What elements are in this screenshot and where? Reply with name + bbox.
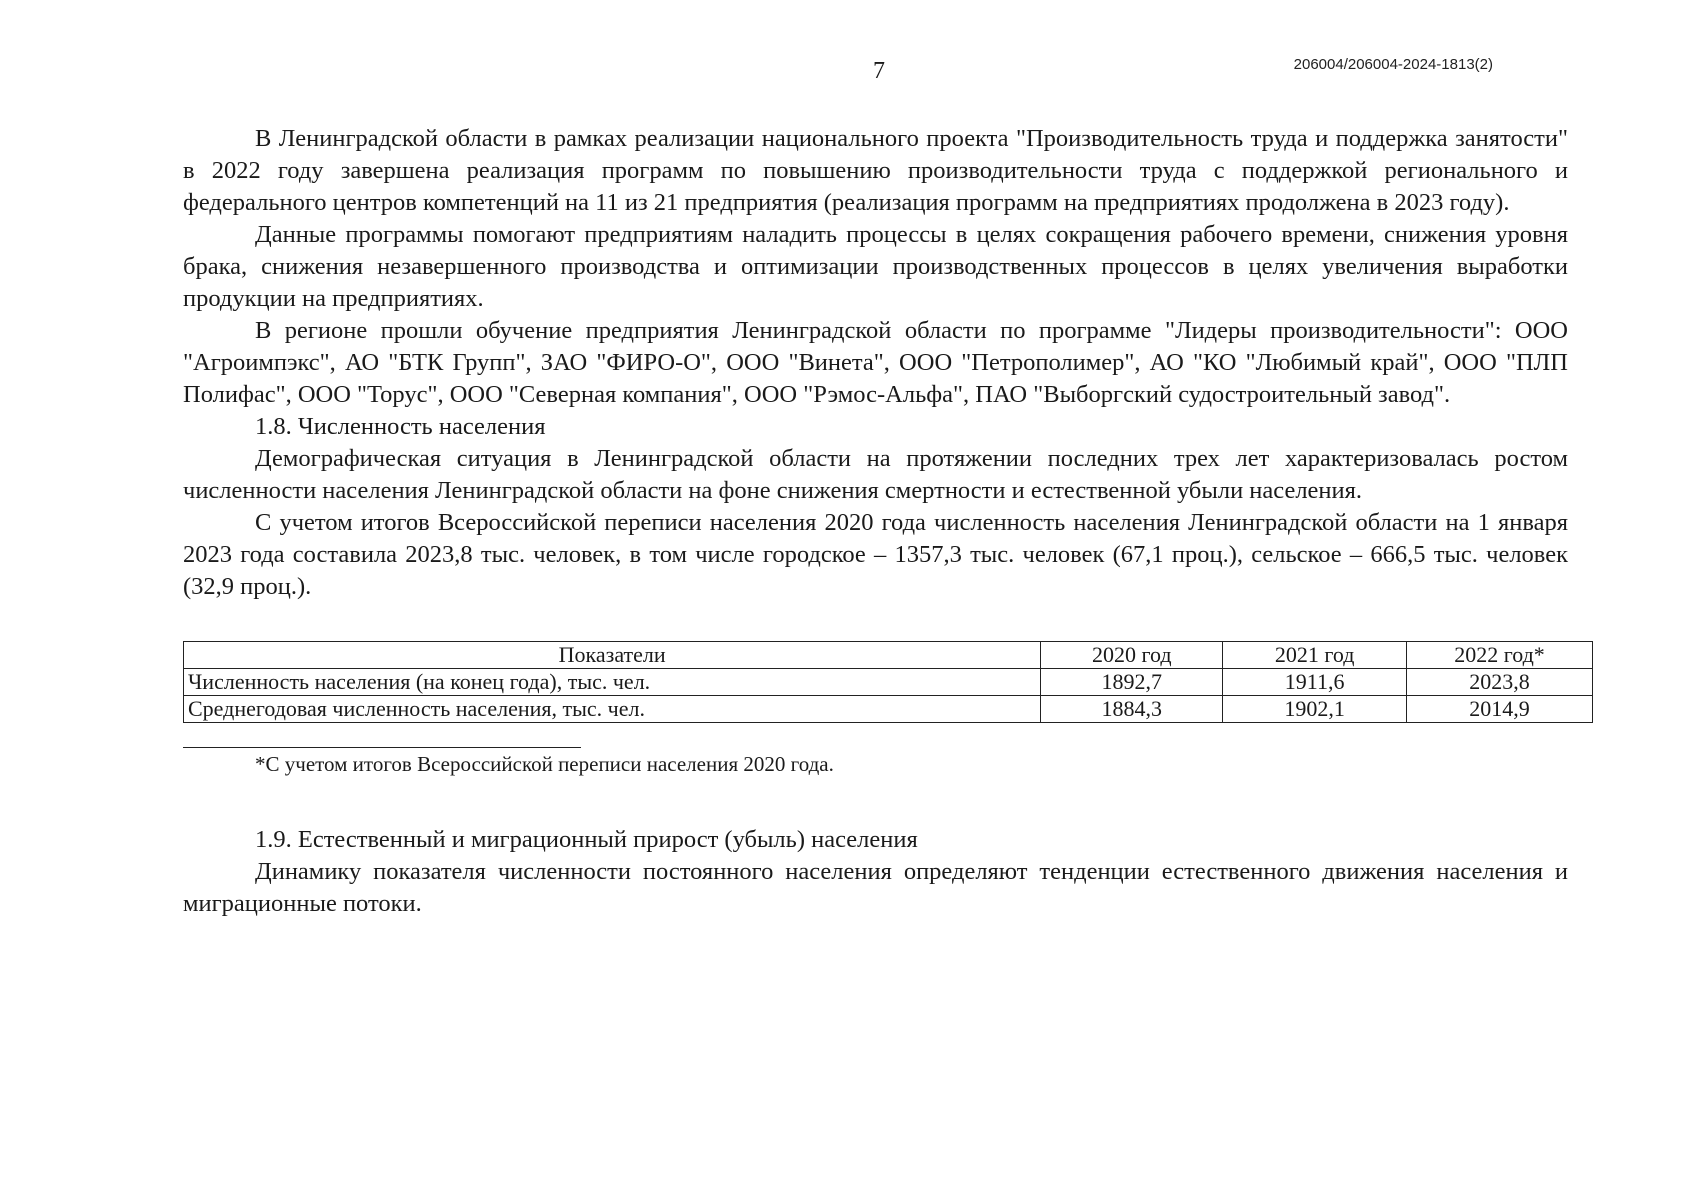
table-header-2020: 2020 год (1041, 642, 1223, 669)
table-cell-value: 1892,7 (1041, 669, 1223, 696)
table-cell-value: 1902,1 (1223, 696, 1407, 723)
document-id: 206004/206004-2024-1813(2) (1293, 56, 1493, 73)
paragraph-program-benefits: Данные программы помогают предприятиям наладить процессы в целях сокращения рабочего времени, снижения уровня брака, снижения незавершенного производства и оптимизации производственных процессов в целях увеличения выработки продукции на предприятиях. (183, 221, 1568, 312)
table-cell-indicator: Численность населения (на конец года), тыс. чел. (184, 669, 1041, 696)
table-cell-value: 1911,6 (1223, 669, 1407, 696)
table-cell-value: 2023,8 (1407, 669, 1593, 696)
table-row (184, 669, 1593, 696)
page-number: 7 (873, 58, 885, 84)
table-header-indicators: Показатели (184, 642, 1041, 669)
paragraph-productivity-project: В Ленинградской области в рамках реализации национального проекта "Производительность труда и поддержка занятости" в 2022 году завершена реализация программ по повышению производительности труда с поддержкой регионального и федерального центров компетенций на 11 из 21 предприятия (реализация программ на предприятиях продолжена в 2023 году). (183, 125, 1568, 216)
table-row (184, 696, 1593, 723)
document-body (183, 123, 1568, 920)
table-cell-value: 2014,9 (1407, 696, 1593, 723)
paragraph-trained-companies: В регионе прошли обучение предприятия Ленинградской области по программе "Лидеры производительности": ООО "Агроимпэкс", АО "БТК Групп", ЗАО "ФИРО-О", ООО "Винета", ООО "Петрополимер", АО "КО "Любимый край", ООО "ПЛП Полифас", ООО "Торус", ООО "Северная компания", ООО "Рэмос-Альфа", ПАО "Выборгский судостроительный завод". (183, 317, 1568, 408)
table-header-2022: 2022 год* (1407, 642, 1593, 669)
table-cell-value: 1884,3 (1041, 696, 1223, 723)
section-heading-population: 1.8. Численность населения (255, 413, 546, 440)
section-heading-natural-migration: 1.9. Естественный и миграционный прирост (убыль) населения (255, 826, 918, 853)
table-header-2021: 2021 год (1223, 642, 1407, 669)
footnote: *С учетом итогов Всероссийской переписи населения 2020 года. (255, 752, 834, 776)
population-table (183, 641, 1593, 723)
paragraph-demographic-situation: Демографическая ситуация в Ленинградской области на протяжении последних трех лет характеризовалась ростом численности населения Ленинградской области на фоне снижения смертности и естественной убыли населения. (183, 445, 1568, 504)
paragraph-census-results: С учетом итогов Всероссийской переписи населения 2020 года численность населения Ленинградской области на 1 января 2023 года составила 2023,8 тыс. человек, в том числе городское – 1357,3 тыс. человек (67,1 проц.), сельское – 666,5 тыс. человек (32,9 проц.). (183, 509, 1568, 600)
table-header-row (184, 642, 1593, 669)
table-cell-indicator: Среднегодовая численность населения, тыс. чел. (184, 696, 1041, 723)
paragraph-population-dynamics: Динамику показателя численности постоянного населения определяют тенденции естественного движения населения и миграционные потоки. (183, 858, 1568, 917)
